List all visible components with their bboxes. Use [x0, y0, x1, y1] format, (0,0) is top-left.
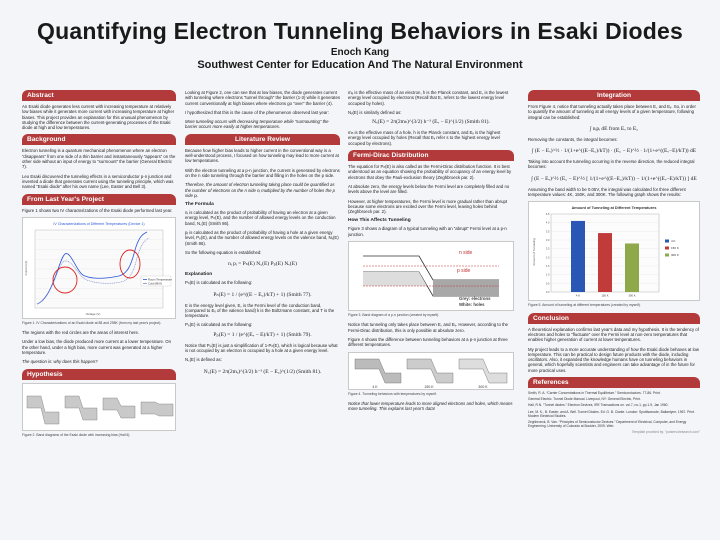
nv-equation: Nᵥ(E) = 2π(2mₕ)^(3/2) h⁻³ (Eᵥ − E)^(1/2) (Smith 81).: [372, 119, 490, 126]
figure-3: [348, 241, 514, 311]
chart-title: Amount of Tunneling at Different Temperatures: [571, 206, 657, 211]
formula-p1: nᵢ is calculated as the product of probability of having an electron at a given energy level, Pₙ(E), and the number of allowed energy levels on the conduction band, N꜀(E) (Smith 86).: [185, 210, 336, 226]
x-tick-label: 4 K: [575, 293, 581, 298]
explanation-p4: Notice that Pₚ(E) is just a simplification of 1-Pₙ(E), which is logical because what is not occupied by an electron is occupied by a hole at a given energy level.: [185, 342, 338, 354]
x-axis-label: Voltage (V): [85, 311, 101, 316]
conclusion-heading: Conclusion: [528, 313, 700, 324]
integration-heading: Integration: [528, 90, 700, 101]
last-year-heading: From Last Year's Project: [22, 194, 176, 205]
fermi-p3: However, at higher temperatures, the Fermi level is more gradual rather than abrupt because some electrons are excited over the Fermi level, leaving holes behind (Zeghbroeck par. 2).: [348, 198, 508, 215]
chart-title: IV Characterizations of Different Temperatures (Device 1): [53, 221, 145, 226]
y-axis-label: Current (A): [24, 260, 28, 276]
legend-electrons: Grey: electrons: [459, 296, 491, 302]
review-p1: Because how higher bias leads to higher current in the conventional way is a well-understood process, I focused on how tunneling may lead to more current at low temperatures.: [185, 147, 339, 164]
svg-text:150 K: 150 K: [424, 384, 434, 389]
figure-4: [348, 352, 514, 390]
background-p1: Electron tunneling is a quantum mechanical phenomenon where an electron “disappears” from one side of a thin barrier and instantaneously “appears” on the other side without an input of energy to “surmount” the barrier (General Electric 7).: [22, 148, 176, 170]
column-1: [22, 90, 176, 528]
legend-cold: Cold (88 K): [148, 281, 163, 286]
fermi-p1: The equation for Pₙ(E) is also called as the Fermi-Dirac distribution function. It is best understood as an equation showing the probability of occupancy of an energy level by electrons that obey the Pauli-exclusion theory (Zeghbroeck par. 2).: [348, 164, 512, 180]
pn-equation: Pₙ(E) = 1 / (e^((E − E꜀)/kT) + 1) (Smith 77).: [213, 291, 312, 298]
y-tick-label: 1.5: [545, 265, 550, 269]
legend-label: 150 K: [671, 246, 679, 251]
integration-p2: Removing the constants, the integral becomes:: [528, 136, 618, 142]
hypothesis-statement: More tunneling occurs with decreasing temperature while “surmounting” the barrier occurs more easily at higher temperatures.: [185, 119, 329, 130]
integral-1: ∫ nᵢpᵢ dE from Eᵥ to E꜀: [589, 125, 639, 132]
legend-label: 300 K: [671, 253, 679, 258]
references-list: [528, 391, 700, 428]
svg-text:4 K: 4 K: [372, 384, 378, 389]
last-year-question: The question is: why does this happen?: [22, 359, 98, 365]
figure-2: [22, 383, 176, 431]
conclusion-p2: My project leads to a more accurate understanding of how the Esaki diode behaves at low temperature. This can be practical to design future products with the diode, including oscillators. Also, it expanded the knowledge humans have on tunneling behaviors in general, which hopefully scientists and engineers can take advantage of in the future for more practical uses.: [528, 346, 700, 373]
x-tick-label: 300 K: [628, 293, 636, 298]
electron-fill: [433, 280, 499, 296]
main-equation: nᵢ pᵢ = Pₙ(E) N꜀(E) Pₚ(E) Nᵥ(E): [228, 261, 297, 268]
y-tick-label: 0.0: [545, 291, 550, 295]
bar-4k: [571, 221, 585, 292]
review-p3: Therefore, the amount of electron tunneling taking place could be quantified as the number of electrons on the n side nᵢ multiplied by the number of holes the p side pᵢ.: [185, 182, 336, 198]
hypothesis-p1: Looking at Figure 2, one can see that at low biases, the diode generates current with tunneling where electrons “tunnel through” the barrier (1-3) while it generates current conventionally at high biases where electrons go “over” the barrier (4).: [185, 90, 340, 106]
y-tick-label: 4.0: [545, 222, 550, 226]
formula-subheading: The Formula: [185, 202, 214, 208]
legend-holes: White: holes: [459, 302, 485, 308]
y-tick-label: 0.5: [545, 282, 550, 286]
author: Enoch Kang: [330, 47, 390, 58]
tunneling-temperature-diagram: [349, 353, 513, 389]
explanation-subheading: Explanation: [185, 272, 213, 278]
abstract-heading: Abstract: [22, 90, 176, 101]
iv-chart: [23, 218, 175, 318]
tunneling-subheading: How This Affects Tunneling: [348, 218, 411, 224]
y-tick-label: 2.0: [545, 256, 550, 260]
y-tick-label: 1.0: [545, 274, 550, 278]
y-tick-label: 4.5: [545, 213, 550, 217]
nc-equation: N꜀(E) = 2π(2mₑ)^(3/2) h⁻³ (E − E꜀)^(1/2) (Smith 81).: [203, 368, 322, 375]
y-tick-label: 3.5: [545, 230, 550, 234]
review-p2: With the electron tunneling at a p-n junction, the current is generated by electrons on the n side tunneling through the barrier and filling in the holes on the p side.: [185, 167, 340, 178]
fermi-p2: At absolute zero, the energy levels below the Fermi level are completely filled and no levels above the level are filled.: [348, 183, 510, 195]
tunneling-p2: Notice that tunneling only takes place between E꜀ and Eᵥ. However, according to the Fermi-Dirac distribution, this is only possible at absolute zero.: [348, 322, 509, 333]
explanation-p1: Pₙ(E) is calculated as the following:: [185, 280, 253, 286]
band-diagrams: [23, 384, 175, 430]
legend-swatch: [665, 240, 669, 243]
legend-label: 4 K: [671, 239, 676, 244]
figure-1: [22, 217, 176, 319]
last-year-p2: The regions with the red circles are the areas of interest here.: [22, 330, 140, 336]
reference-item: Lee, M. K., B. Easter, and A. Bell. Tunnel Diodes. Ed. G. B. Clarke. London: Spottiswoode, Ballantyne, 1967. Print. Modern Electrical Studies.: [528, 409, 695, 418]
integration-p1: From Figure 4, notice that tunneling actually takes place between E꜀ and Eᵥ. So, in order to quantify the amount of tunneling at all energy levels of a given temperature, following integral can be established:: [528, 104, 696, 120]
reference-item: General Electric. Tunnel Diode Manual. Liverpool, NY: General Electric, Print.: [528, 397, 641, 402]
last-year-p3: Under a low bias, the diode produced more current at a lower temperature. On the other hand, under a high bias, more current was generated at a higher temperature.: [22, 339, 172, 356]
reference-item: Smith, R. A. “Carrier Concentrations in Thermal Equilibrium.” Semiconductors. 77-86. Print.: [528, 391, 661, 396]
background-heading: Background: [22, 134, 176, 145]
chart-legend: [665, 239, 679, 257]
references-heading: References: [528, 377, 700, 388]
conclusion-p1: A theoretical explanation confirms last year's data and my hypothesis. It is the tendency of electrons and holes to “fluctuate” over the Fermi level at non-zero temperatures that enables higher generation of current at lower temperatures.: [528, 326, 699, 343]
column-3: [348, 90, 514, 528]
y-tick-label: 2.5: [545, 248, 550, 252]
x-tick-label: 150 K: [601, 293, 609, 298]
column-2: [185, 90, 340, 528]
tunneling-p1: Figure 3 shows a diagram of a typical tunneling with an “abrupt” Fermi level at a p-n junction.: [348, 226, 507, 237]
n-side-label: n side: [459, 250, 473, 257]
figure-4-caption: Figure 4. Tunneling behaviors with temperatures by myself.: [348, 391, 437, 396]
integral-3: ∫ (E − Eᵥ)^½ (E꜀ − E)^½ [ 1/(1+e^((E−E꜀)/kT)) − 1/(1+e^((Eᵥ−E)/kT)) ] dE: [531, 175, 697, 182]
tunneling-bar-chart: [529, 202, 699, 300]
pn-junction-diagram: [349, 242, 513, 310]
bar-300k: [625, 244, 639, 293]
background-p2: Leo Esaki discovered the tunneling effects in a semiconductor p-n junction and invented a diode that generates current using the tunneling principle, which was named “Esaki diode” after his own name (Lee, Easter and Bell 3).: [22, 173, 174, 190]
explanation-p2: E is the energy level given, E꜀ is the Fermi level of the conduction band, (compared to Eᵥ of the valence band) k is the Boltzmann constant, and T is the temperature.: [185, 302, 335, 319]
poster-title: Quantifying Electron Tunneling Behaviors in Esaki Diodes: [37, 18, 683, 44]
figure-1-caption: Figure 1. IV Characterizations of an Esaki diode at 88 and 298K (from my last year's project).: [22, 320, 162, 325]
integration-p3: Taking into account the tunneling occurring in the reverse direction, the reduced integral becomes:: [528, 159, 695, 170]
bar-150k: [598, 233, 612, 292]
col3-p2: Nᵥ(E) is similarly defined as:: [348, 109, 402, 115]
formula-p3: So the following equation is established:: [185, 249, 262, 255]
figure-5: [528, 201, 700, 301]
p-side-label: p side: [457, 268, 471, 275]
panel-150k: [407, 359, 453, 389]
formula-p2: pᵢ is calculated as the product of probability of having a hole at a given energy level, Pₚ(E), and the number of allowed energy levels on the valence band, Nᵥ(E) (Smith 86).: [185, 230, 339, 246]
last-year-text: Figure 1 shows two IV characterizations of the Esaki diode performed last year.: [22, 207, 173, 213]
legend-swatch: [665, 254, 669, 257]
explanation-p5: N꜀(E) is defined as:: [185, 357, 222, 363]
chart-grid: [35, 230, 163, 308]
reference-item: Hall, R.N. “Tunnel diodes.” Electron Devices, IRE Transactions on. vol.7, no.1, pp.1-9, Jan 1960.: [528, 403, 669, 408]
y-axis-label: Amount of Tunneling: [532, 238, 536, 267]
figure-2-caption: Figure 2. Band diagrams of the Esaki diode with increasing bias (Hall 6).: [22, 432, 131, 437]
hypothesis-heading: Hypothesis: [22, 369, 176, 380]
figure-5-caption: Figure 5. Amount of tunneling at different temperatures (created by myself).: [528, 303, 641, 308]
legend-swatch: [665, 247, 669, 250]
y-tick-label: 3.0: [545, 239, 550, 243]
integration-p4: Assuming the band width to be 0.05V, the integral was calculated for three different temperature values: 4K, 150K, and 300K. The following graph shows the results:: [528, 186, 686, 198]
explanation-p3: Pₚ(E) is calculated as the following:: [185, 322, 253, 328]
integral-2: ∫ (E − Eᵥ)^½ · 1/(1+e^((E−E꜀)/kT)) · (E꜀ − E)^½ · 1/(1+e^((Eᵥ−E)/kT)) dE: [531, 148, 697, 155]
reference-item: Zeghbroeck, B. Van. “Principles of Semiconductor Devices.” Department of Electrical, Computer, and Energy Engineering. University of Colorado at Boulder, 2009. Web.: [528, 420, 687, 429]
tunneling-p3: Figure 4 shows the difference between tunneling behaviors at a p-n junction at three different temperatures.: [348, 336, 508, 348]
template-credit: Template provided by: "posters4research.com": [631, 430, 700, 435]
literature-review-heading: Literature Review: [185, 134, 340, 145]
panel-300k: [459, 359, 507, 389]
institution: Southwest Center for Education And The Natural Environment: [197, 59, 523, 71]
hypothesis-p2: I hypothesized that this is the cause of the phenomenon observed last year:: [185, 109, 329, 115]
fermi-dirac-heading: Fermi-Dirac Distribution: [348, 150, 514, 161]
title-block: [0, 4, 720, 71]
col3-p3: mₕ is the effective mass of a hole, h is the Planck constant, and Eᵥ is the highest energy level occupied by holes (Recall that Eᵥ refer s to the highest energy level occupied by electrons).: [348, 130, 501, 146]
legend-room: Room Temperature: [148, 277, 172, 282]
column-4: [528, 90, 700, 528]
tunneling-conclusion: Notice that lower temperature leads to more aligned electrons and holes, which means more tunneling. This explains last year's data!: [348, 400, 513, 412]
col3-p1: mₑ is the effective mass of an electron, h is the Planck constant, and E꜀ is the lowest energy level occupied by electrons (Recall that E꜀ refers to the lowest energy level occupied by holes).: [348, 90, 509, 106]
figure-3-caption: Figure 3. Band diagram of a p-n junction (created by myself).: [348, 313, 440, 318]
abstract-text: An Esaki diode generates less current with increasing temperature at relatively low biases while it generates more current with increasing temperature at higher biases. This project provides an explanation for this unusual phenomenon by studying the difference between the current-generating processes of the Esaki diode at high and low temperatures.: [22, 104, 175, 131]
svg-text:300 K: 300 K: [478, 384, 488, 389]
pp-equation: Pₚ(E) = 1 / (e^((Eᵥ − E)/kT) + 1) (Smith 79).: [213, 331, 312, 338]
panel-4k: [355, 359, 401, 389]
